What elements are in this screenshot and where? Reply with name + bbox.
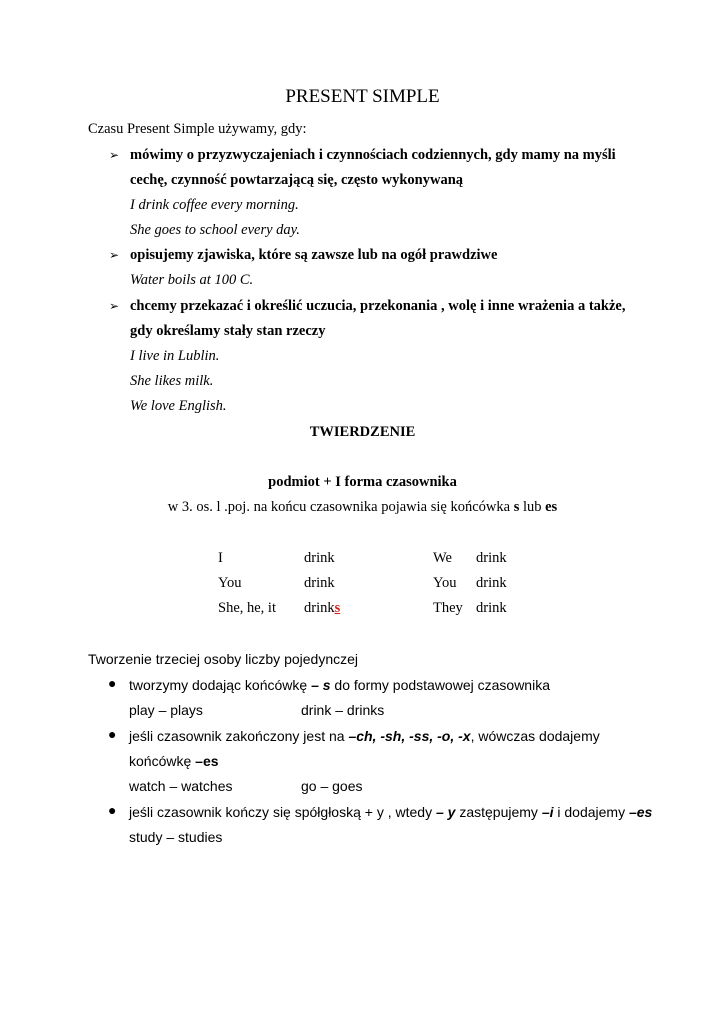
use-1-line-2: cechę, czynność powtarzającą się, często wykonywaną <box>130 172 464 188</box>
verb-cell: drink <box>476 600 507 616</box>
third-person-heading: Tworzenie trzeciej osoby liczby pojedynczej <box>88 651 359 667</box>
rule-1-example: play – plays <box>129 702 203 718</box>
arrow-bullet-icon: ➢ <box>109 248 120 262</box>
verb-cell: drink <box>476 575 507 591</box>
pronoun-cell: They <box>433 600 463 616</box>
rule-2: jeśli czasownik zakończony jest na –ch, -sh, -ss, -o, -x, wówczas dodajemy <box>129 728 600 744</box>
use-1-example-2: She goes to school every day. <box>130 222 300 238</box>
intro-text: Czasu Present Simple używamy, gdy: <box>88 121 307 137</box>
pronoun-cell: We <box>433 550 452 566</box>
use-3-example-2: She likes milk. <box>130 373 214 389</box>
use-3-line-1: chcemy przekazać i określić uczucia, przekonania , wolę i inne wrażenia a także, <box>130 298 626 314</box>
rule-2-example: go – goes <box>301 778 363 794</box>
pronoun-cell: You <box>218 575 242 591</box>
use-3-line-2: gdy określamy stały stan rzeczy <box>130 323 326 339</box>
use-3-example-3: We love English. <box>130 398 227 414</box>
pronoun-cell: She, he, it <box>218 600 276 616</box>
third-person-ending: s <box>334 600 341 616</box>
use-1-line-1: mówimy o przyzwyczajeniach i czynnościach codziennych, gdy mamy na myśli <box>130 147 616 163</box>
pronoun-cell: You <box>433 575 457 591</box>
rule-3: jeśli czasownik kończy się spółgłoską + y , wtedy – y zastępujemy –i i dodajemy –es <box>129 804 653 820</box>
use-3-example-1: I live in Lublin. <box>130 348 220 364</box>
use-1-example-1: I drink coffee every morning. <box>130 197 299 213</box>
verb-cell: drink <box>476 550 507 566</box>
rule-2-example: watch – watches <box>129 778 233 794</box>
rule-3-example: study – studies <box>129 829 223 845</box>
verb-cell: drink <box>304 575 335 591</box>
affirmative-formula: podmiot + I forma czasownika <box>268 474 457 490</box>
arrow-bullet-icon: ➢ <box>109 299 120 313</box>
verb-cell: drinks <box>304 600 341 616</box>
arrow-bullet-icon: ➢ <box>109 148 120 162</box>
affirmative-rule: w 3. os. l .poj. na końcu czasownika pojawia się końcówka s lub es <box>167 499 558 515</box>
use-2-example-1: Water boils at 100 C. <box>130 272 254 288</box>
pronoun-cell: I <box>218 550 223 566</box>
dot-bullet-icon: ● <box>108 728 117 743</box>
affirmative-heading: TWIERDZENIE <box>309 424 416 440</box>
rule-2-line-2: końcówkę –es <box>129 753 219 769</box>
rule-1: tworzymy dodając końcówkę – s do formy podstawowej czasownika <box>129 677 550 693</box>
dot-bullet-icon: ● <box>108 677 117 692</box>
use-2-line-1: opisujemy zjawiska, które są zawsze lub na ogół prawdziwe <box>130 247 498 263</box>
rule-1-example: drink – drinks <box>301 702 385 718</box>
dot-bullet-icon: ● <box>108 804 117 819</box>
page-title: PRESENT SIMPLE <box>285 86 440 107</box>
verb-cell: drink <box>304 550 335 566</box>
